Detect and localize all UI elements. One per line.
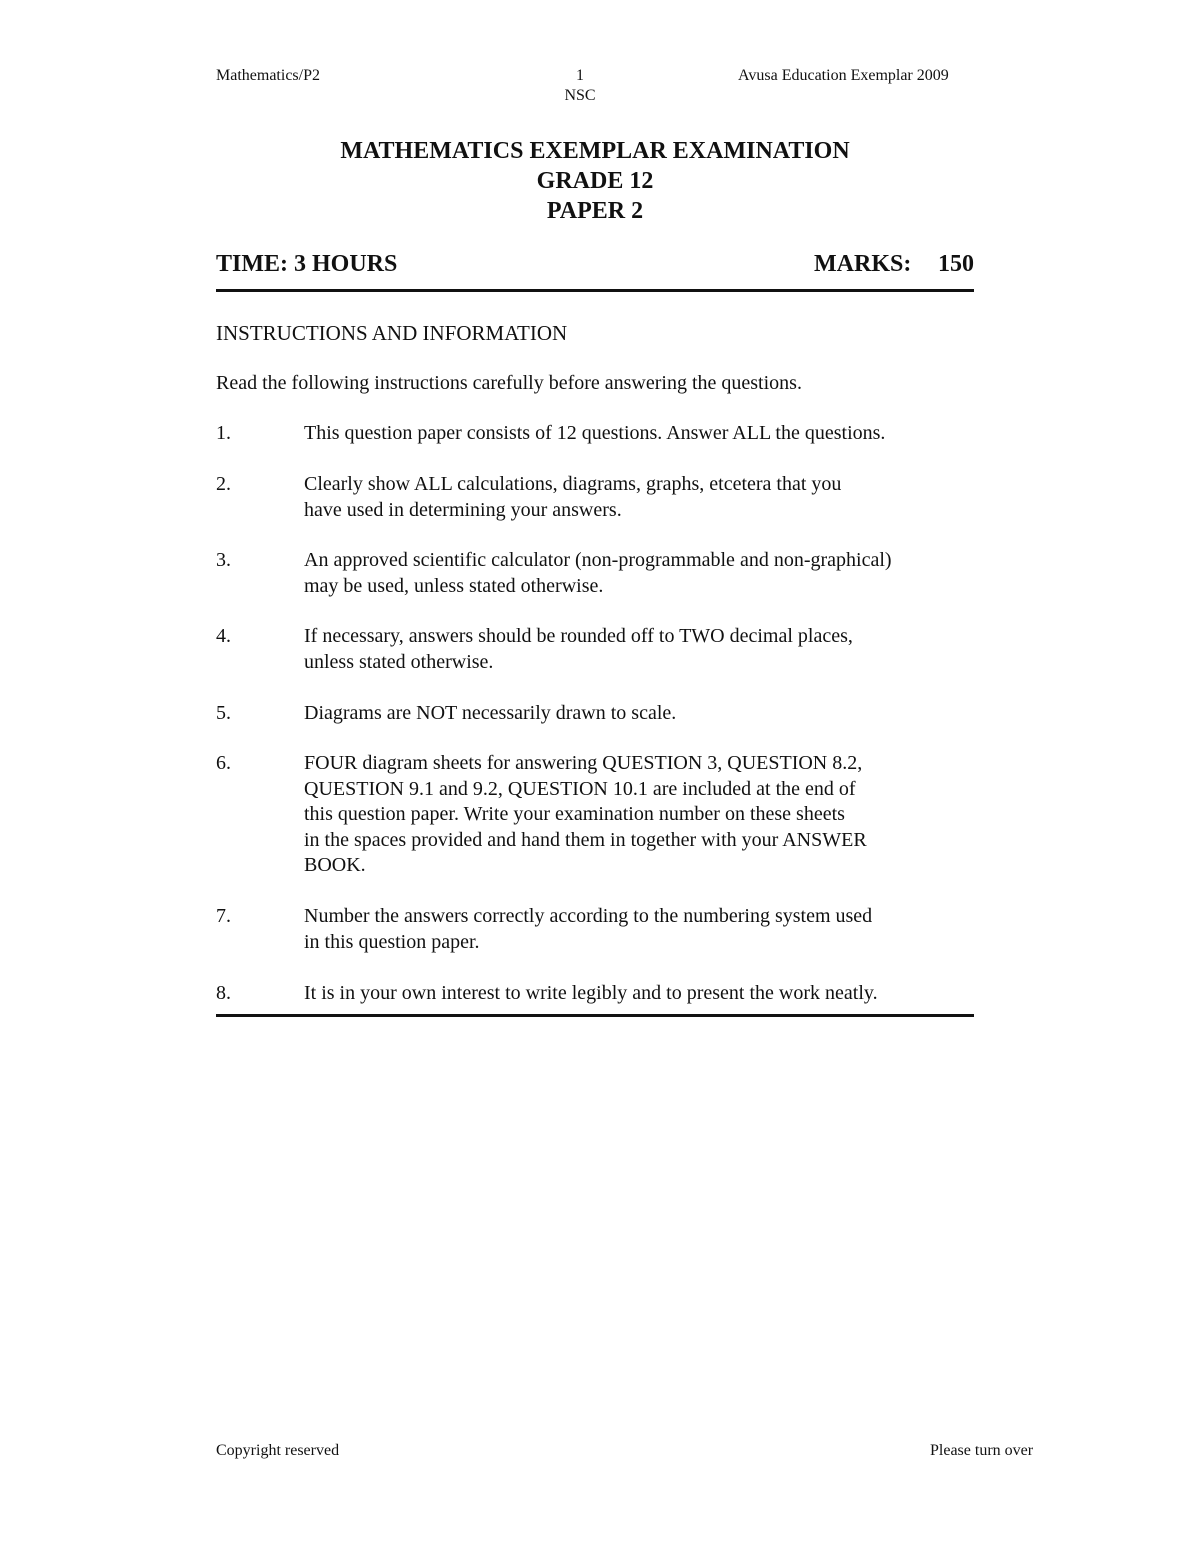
marks-label: MARKS: xyxy=(814,251,912,277)
instruction-number: 2. xyxy=(216,473,231,495)
instruction-line: It is in your own interest to write legibly and to present the work neatly. xyxy=(304,982,878,1004)
instruction-line: have used in determining your answers. xyxy=(304,498,622,521)
header-subject: Mathematics/P2 xyxy=(216,67,320,84)
instruction-number: 7. xyxy=(216,905,231,927)
footer-copyright: Copyright reserved xyxy=(216,1442,340,1459)
instruction-line: This question paper consists of 12 questions. Answer ALL the questions. xyxy=(304,422,886,444)
section-title: INSTRUCTIONS AND INFORMATION xyxy=(216,321,568,345)
divider-bottom xyxy=(216,1014,974,1017)
instruction-line: An approved scientific calculator (non-programmable and non-graphical) xyxy=(304,549,892,571)
instruction-line: BOOK. xyxy=(304,854,366,876)
instruction-line: in the spaces provided and hand them in together with your ANSWER xyxy=(304,828,867,851)
time-label: TIME: 3 HOURS xyxy=(216,251,398,277)
instruction-number: 8. xyxy=(216,982,231,1004)
title-line-3: PAPER 2 xyxy=(546,198,644,224)
title-line-2: GRADE 12 xyxy=(536,168,654,194)
instruction-text xyxy=(304,624,974,675)
instruction-line: Number the answers correctly according to the numbering system used xyxy=(304,905,873,927)
instruction-text xyxy=(304,981,974,1007)
instruction-line: Diagrams are NOT necessarily drawn to scale. xyxy=(304,702,677,724)
divider-top xyxy=(216,289,974,292)
instruction-number: 1. xyxy=(216,422,231,444)
header-nsc: NSC xyxy=(564,87,596,104)
instruction-text xyxy=(304,751,974,879)
instruction-number: 3. xyxy=(216,549,231,571)
instruction-line: this question paper. Write your examination number on these sheets xyxy=(304,803,845,825)
instruction-text xyxy=(304,421,974,447)
instruction-text xyxy=(304,548,974,599)
instruction-number: 4. xyxy=(216,625,231,647)
instruction-line: Clearly show ALL calculations, diagrams, graphs, etcetera that you xyxy=(304,473,842,495)
instruction-text xyxy=(304,701,974,727)
header-publisher: Avusa Education Exemplar 2009 xyxy=(738,67,949,84)
marks-value: 150 xyxy=(938,251,974,277)
instruction-line: If necessary, answers should be rounded off to TWO decimal places, xyxy=(304,625,853,647)
header-center xyxy=(540,66,620,106)
exam-title xyxy=(216,136,974,226)
instruction-line: QUESTION 9.1 and 9.2, QUESTION 10.1 are included at the end of xyxy=(304,777,856,800)
instruction-line: unless stated otherwise. xyxy=(304,650,494,673)
instruction-text xyxy=(304,904,974,955)
instruction-line: may be used, unless stated otherwise. xyxy=(304,574,604,597)
page-number: 1 xyxy=(576,67,584,84)
instructions-intro: Read the following instructions carefully before answering the questions. xyxy=(216,372,802,394)
instruction-text xyxy=(304,472,974,523)
instruction-line: in this question paper. xyxy=(304,930,480,953)
instruction-number: 6. xyxy=(216,752,231,774)
footer-turn-over: Please turn over xyxy=(930,1442,1034,1459)
instruction-number: 5. xyxy=(216,702,231,724)
instruction-line: FOUR diagram sheets for answering QUESTION 3, QUESTION 8.2, xyxy=(304,752,863,774)
title-line-1: MATHEMATICS EXEMPLAR EXAMINATION xyxy=(340,138,850,164)
